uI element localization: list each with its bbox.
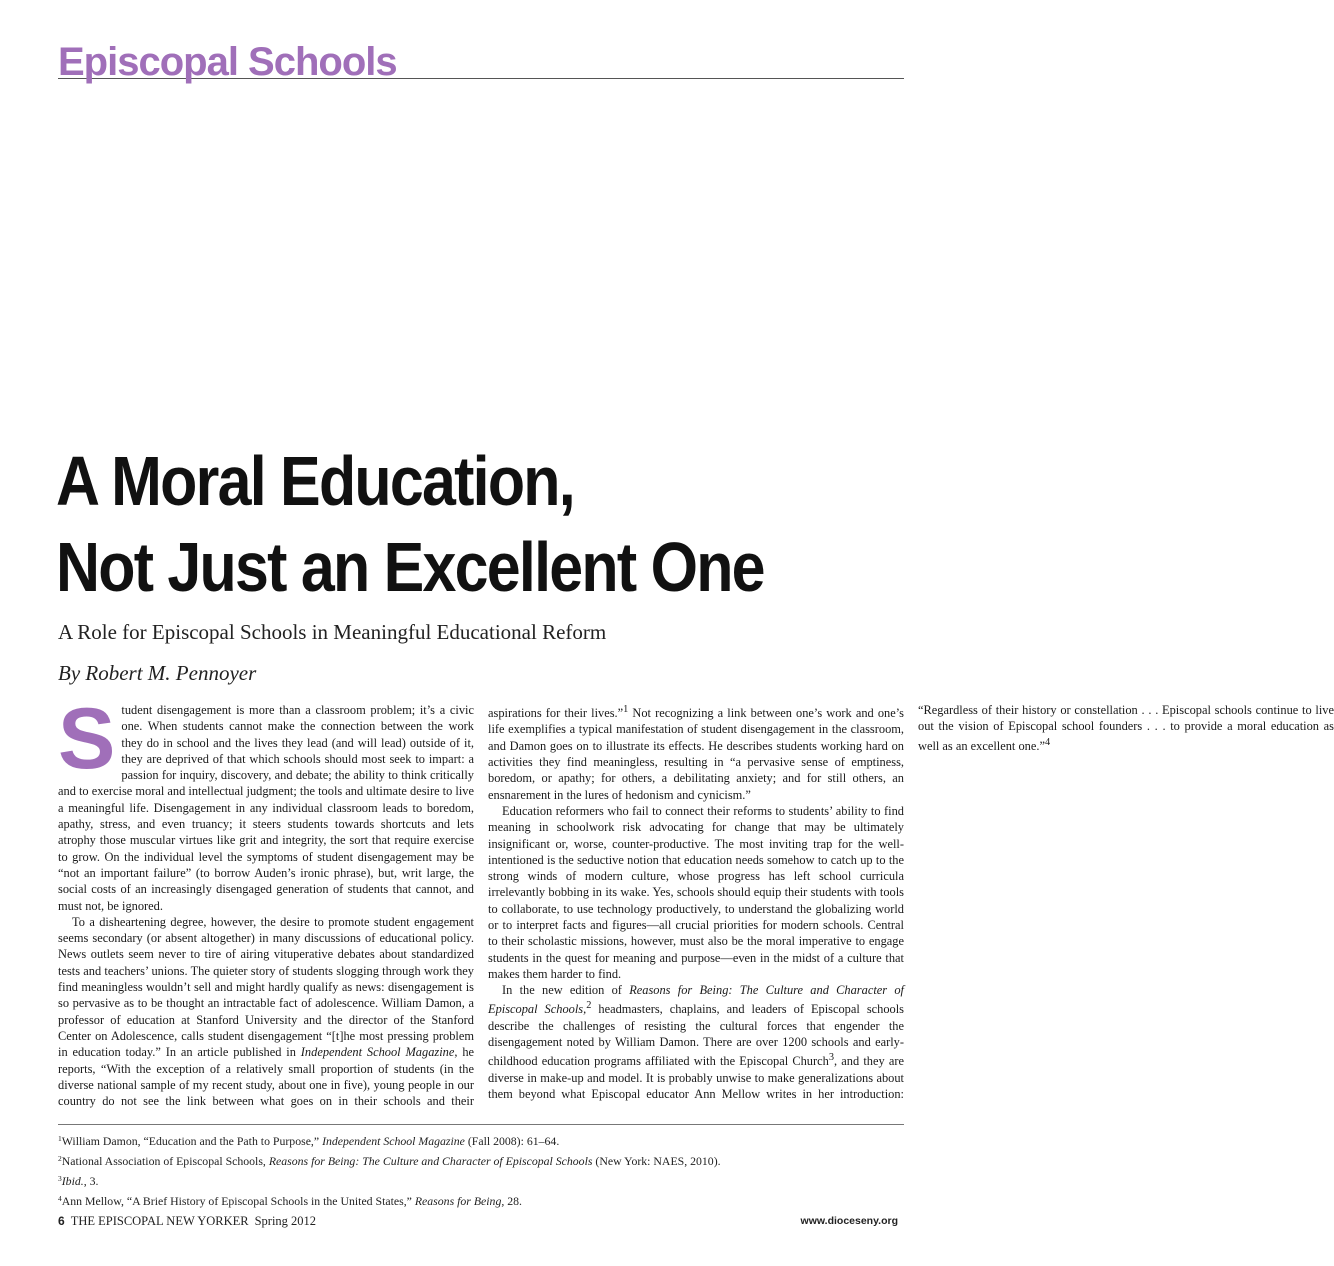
paragraph-1: Student disengagement is more than a classroom problem; it’s a civic one. When students cannot make the connection between the work they do in school and the lives they lead (and will lead) outside of it, they are deprived of that which schools should most seek to impart: a passion for inquiry, discovery, and debate; the ability to think critically and to exercise moral and intellectual judgment; the tools and ultimate desire to live a meaningful life. Disengagement in any individual classroom leads to boredom, apathy, stress, and even truancy; it steers students towards shortcuts and lets atrophy those muscular virtues like grit and integrity, the sort that require exercise to grow. On the individual level the symptoms of student disengagement may be “not an important failure” (to borrow Auden’s ironic phrase), but, writ large, the social costs of an increasingly disengaged generation of students that cannot, and must not, be ignored. xyxy=(58,691,474,913)
paragraph-2: To a disheartening degree, however, the desire to promote student engagement seems secondary (or absent altogether) in many discussions of educational policy. News outlets seem never to tire of airing vituperative debates about standardized tests and teachers’ unions. The quieter story of students slogging through work they find meaningless wouldn’t sell and might hardly qualify as news: disengagement is so pervasive as to be thought an intractable fact of adolescence. William Damon, a professor of education at Stanford University and the director of the Stanford Center on Adolescence, calls student disengagement “[t]he most pressing problem in education today.” In an article published in Independent School Magazine, he reports, “With the exception of a relatively small proportion of students (in the diverse national sample of my recent study, about one in five), young people in our country do not see the link between what goes on in their schools and their aspirations for their lives.”$^1$ Not recognizing a link between one’s work and one’s life exemplifies a typical manifestation of student disengagement in the classroom, and Damon goes on to illustrate its effects. He describes students working hard on activities they find meaningless, resulting in “a pervasive sense of emptiness, boredom, or apathy; for others, a debilitating anxiety; and for still others, an ensnarement in the lures of hedonism and cynicism.” xyxy=(58,704,904,1109)
publication-name: THE EPISCOPAL NEW YORKER xyxy=(70,1214,249,1228)
footnote-2: $^2$National Association of Episcopal Schools, Reasons for Being: The Culture and Character of Episcopal Schools (New York: NAES, 2010). xyxy=(58,1154,721,1168)
article-body xyxy=(58,691,1334,1114)
footnotes xyxy=(58,1130,904,1210)
paragraph-4: In the new edition of Reasons for Being: The Culture and Character of Episcopal Schools,$^2$ headmasters, chaplains, and leaders of Episcopal schools describe the challenges of resisting the cultural forces that engender the disengagement noted by William Damon. There are over 1200 schools and early-childhood education programs affiliated with the Episcopal Church$^3$, and they are diverse in make-up and model. It is probably unwise to make generalizations about them beyond what Episcopal educator Ann Mellow writes in her introduction: “Regardless of their history or constellation . . . Episcopal schools continue to live out the vision of Episcopal school founders . . . to provide a moral education as well as an excellent one.”$^4$ xyxy=(488,703,1334,1102)
headline-line-1: A Moral Education, xyxy=(56,442,574,520)
footnote-ref-1[interactable]: 1 xyxy=(623,704,629,715)
section-header xyxy=(58,36,904,84)
footnote-ref-2[interactable]: 2 xyxy=(586,1000,592,1012)
page-number: 6 xyxy=(58,1214,65,1228)
section-title: Episcopal Schools xyxy=(58,40,397,84)
paragraph-3: Education reformers who fail to connect their reforms to students’ ability to find meaning in schoolwork risk advocating for change that may be ultimately insignificant or, worse, counter-productive. The most inviting trap for the well-intentioned is the seductive notion that education needs somehow to catch up to the strong winds of modern culture, whose progress has left school curricula irrelevantly bobbing in its wake. Yes, schools should equip their students with tools to collaborate, to use technology productively, to understand the globalizing world or to interpret facts and figures—all crucial priorities for modern schools. Central to their scholastic missions, however, must also be the moral imperative to engage students in the quest for meaning and purpose—even in the midst of a culture that makes them harder to find. xyxy=(488,803,904,981)
article-byline: By Robert M. Pennoyer xyxy=(58,661,257,685)
footnote-ref-4[interactable]: 4 xyxy=(1044,736,1051,748)
article-subtitle: A Role for Episcopal Schools in Meaningful Educational Reform xyxy=(58,620,607,644)
headline-line-2: Not Just an Excellent One xyxy=(56,528,764,606)
drop-cap: S xyxy=(58,691,116,787)
page-footer xyxy=(58,1214,316,1229)
footnote-ref-3[interactable]: 3 xyxy=(828,1052,834,1064)
book-title: Reasons for Being: The Culture and Character of Episcopal Schools, xyxy=(488,983,904,1017)
footnote-divider xyxy=(58,1124,904,1125)
footnote-3: $^3$Ibid., 3. xyxy=(58,1174,99,1188)
journal-title: Independent School Magazine xyxy=(300,1045,455,1060)
issue-date: Spring 2012 xyxy=(254,1214,317,1228)
footnote-1: $^1$William Damon, “Education and the Path to Purpose,” Independent School Magazine (Fall 2008): 61–64. xyxy=(58,1134,560,1148)
footnote-4: $^4$Ann Mellow, “A Brief History of Episcopal Schools in the United States,” Reasons for Being, 28. xyxy=(58,1194,522,1208)
article-headline xyxy=(56,438,804,610)
website-link[interactable]: www.dioceseny.org xyxy=(800,1215,898,1227)
